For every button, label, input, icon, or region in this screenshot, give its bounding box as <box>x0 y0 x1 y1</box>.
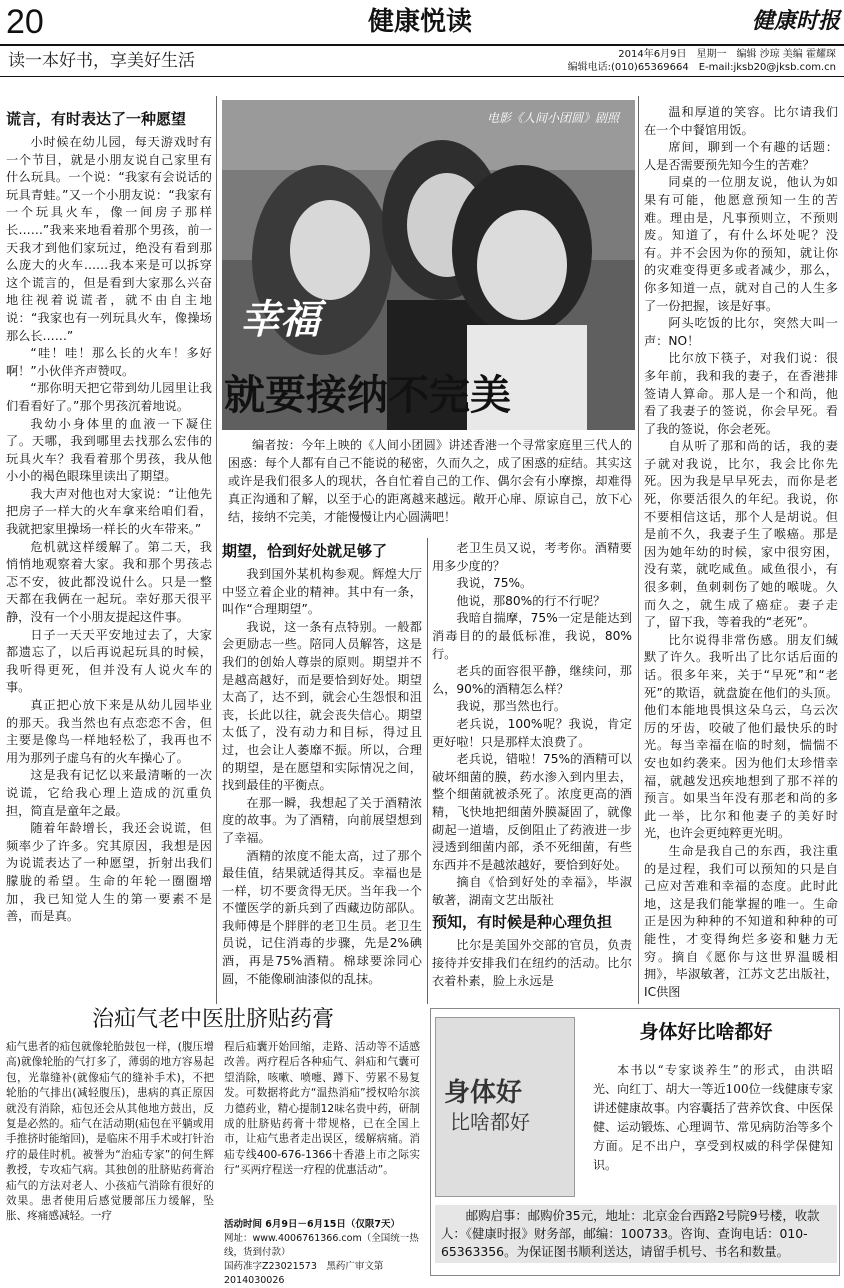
paragraph: 席间，聊到一个有趣的话题：人是否需要预先知今生的苦难？ <box>644 140 838 172</box>
paragraph: 真正把心放下来是从幼儿园毕业的那天。我当然也有点恋恋不舍，但主要是像鸟一样地轻松了，我再也不用为那列子虚乌有的火车操心了。 <box>6 698 212 765</box>
advert-footer <box>224 1218 420 1288</box>
editor-note: 编者按：今年上映的《人间小团圆》讲述香港一个寻常家庭里三代人的困惑：每个人都有自己不能说的秘密，久而久之，成了困惑的症结。其实这或许是我们很多人的现状，各自忙着自己的工作、偶尔会有小摩擦，却难得真正沟通和了解，以至于心的距离越来越远。敞开心扉、原谅自己，放下心结，接纳不完美，才能慢慢让内心圆满吧！ <box>228 438 632 524</box>
paragraph: “哇！哇！那么长的火车！多好啊！”小伙伴齐声赞叹。 <box>6 346 212 378</box>
advert-activity: 活动时间 6月9日－6月15日（仅限7天） <box>224 1219 400 1230</box>
meta-date-editors: 2014年6月9日 星期一 编辑 沙琼 美编 霍耀琛 <box>618 49 836 60</box>
article-foresight-continued-body <box>644 104 838 1001</box>
paragraph: 酒精的浓度不能太高，过了那个最佳值，结果就适得其反。幸福也是一样，切不要贪得无厌。当年我一个不懂医学的新兵到了西藏边防部队。我师傅是个胖胖的老卫生员。老卫生员说，记住消毒的步骤，先是2%碘酒，再是75%酒精。棉球要涂同心圆，不能像刷油漆似的乱抹。 <box>222 848 422 986</box>
article-lies-column <box>6 106 212 1006</box>
article-lies-body <box>6 134 212 926</box>
page-number: 20 <box>6 3 44 41</box>
paragraph: 比尔说得非常伤感。朋友们缄默了许久。我听出了比尔话后面的话。很多年来，关于“早死”和“老死”的欺语，就盘旋在他们的头顶。他们本能地畏惧这朵乌云，乌云次厉的牙齿，咬破了他们最快乐的时光。每当幸福在临的时刻，惴惴不安也如约袭来。因为他们太珍惜幸福，就越发迅疾地想到了那不祥的预言。如果当年没有那老和尚的多此一举，比尔和他妻子的美好时光，也许会更纯粹更光明。 <box>644 632 838 841</box>
paragraph: 日子一天天平安地过去了，大家都遗忘了，以后再说起玩具的时候，我听得更死，但并没有人说火车的事。 <box>6 627 212 695</box>
book-cover-subtitle: 比啥都好 <box>450 1110 530 1134</box>
article-alcohol-column <box>432 540 632 1006</box>
paragraph: “那你明天把它带到幼儿园里让我们看看好了。”那个男孩沉着地说。 <box>6 381 212 413</box>
book-promo <box>430 1008 840 1276</box>
paragraph: 我幼小身体里的血液一下凝住了。天哪，我到哪里去找那么宏伟的玩具火车？我看着那个男孩，我从他小小的褐色眼珠里读出了期望。 <box>6 416 212 484</box>
advert-website: 网址：www.4006761366.com（全国统一热线，货到付款） <box>224 1233 419 1258</box>
header-rule <box>0 44 844 46</box>
paragraph: 温和厚道的笑容。比尔请我们在一个中餐馆用饭。 <box>644 105 838 137</box>
article-foresight-title: 预知，有时候是种心理负担 <box>432 913 613 932</box>
article-expectation-column <box>222 538 422 1006</box>
column-divider <box>427 538 428 1004</box>
paragraph: 在那一瞬，我想起了关于酒精浓度的故事。为了酒精，向前展望想到了幸福。 <box>222 795 422 845</box>
paragraph: 老卫生员又说，考考你。酒精要用多少度的？ <box>432 541 632 573</box>
paragraph: 小时候在幼儿园，每天游戏时有一个节目，就是小朋友说自己家里有什么玩具。一个说：“我家有会说话的玩具青蛙。”又一个小朋友说：“我家有一个玩具火车，像一间房子那样长……”我来来地看着那个男孩，前一天我才到他们家玩过，绝没有看到那么庞大的火车……我本来是可以拆穿这个谎言的，但是看到大家那么兴奋地往视着说谎者，就不由自主地说：“我家也有一列玩具火车，像操场那么长……” <box>6 135 212 343</box>
paragraph: 危机就这样缓解了。第二天，我悄悄地观察着大家。我和那个男孩忐忑不安，彼此都没说什么。只是一整天都在我俩在一起玩。幸好那天很平静，没有一个小朋友提起这件事。 <box>6 539 212 625</box>
meta-contact: 编辑电话:(010)65369664 E-mail:jksb20@jksb.com.cn <box>567 62 836 73</box>
advert-body-left: 疝气患者的疝包就像轮胎鼓包一样，(腹压增高)就像轮胎的气打多了，薄弱的地方容易起包，光靠缝补(就像疝气的缝补手术)，不把轮胎的气排出(减轻腹压)，患病的真正原因就没有消除，疝包还会从其他地方鼓出，反复是必然的。疝气在活动期(疝包在平躺或用手推挤时能缩回)，是临床不用手术或打针治疗的最佳时机。被誉为“治疝专家”的何生辉教授，专攻疝气病。其独创的肚脐贴药膏治疝气的方法对老人、小孩疝气消除有很好的效果。患者使用后感觉腰部压力缓解，坠胀、疼痛感减轻。一疗 <box>6 1041 214 1223</box>
column-divider <box>216 96 217 1004</box>
paragraph: 同桌的一位朋友说，他认为如果有可能，他愿意预知一生的苦难。理由是，凡事预则立，不预则废。知道了，有什么坏处呢？没有。并不会因为你的预知，就让你的灾难变得更多或者减少，那么，你多知道一点，就对自己的人生多了一份把握，该是好事。 <box>644 175 838 313</box>
paragraph: 老兵说，100%呢？我说，肯定更好啦！只是那样太浪费了。 <box>432 716 632 749</box>
book-promo-title: 身体好比啥都好 <box>639 1021 773 1043</box>
advert-body-right: 程后疝囊开始回缩，走路、活动等不适感改善。两疗程后各种疝气、斜疝和气囊可望消除，咳嗽、喷嚏、蹲下、劳累不易复发。可数据将此方“温热消疝”授权哈尔滨力德药业，精心提制12味名贵中药，研制成的肚脐贴药膏十带规格，已在全国上市，让疝气患者走出误区，缓解病痛。消疝专线400-676-1366十香港上市之际实行“买两疗程送一疗程的优惠活动”。 <box>224 1041 420 1177</box>
paragraph: 我说，那当然也行。 <box>456 699 567 714</box>
paragraph: 摘自《恰到好处的幸福》，毕淑敏著，湖南文艺出版社 <box>432 875 632 907</box>
paragraph: 比尔是美国外交部的官员，负责接待并安排我们在纽约的活动。比尔衣着朴素，脸上永远是 <box>432 938 632 988</box>
paragraph: 我到国外某机构参观。辉煌大厅中竖立着企业的精神。其中有一条，叫作“合理期望”。 <box>222 567 422 617</box>
paragraph: 老兵说，错啦！75%的酒精可以破坏细菌的膜，药水渗入到内里去，整个细菌就被杀死了。浓度更高的酒精，飞快地把细菌外膜凝固了，就像砌起一道墙，反倒阻止了药液进一步浸透到细菌内部，杀不死细菌，有些东西并不是越浓越好，要恰到好处。 <box>432 752 632 872</box>
page-header <box>0 0 844 78</box>
column-divider <box>638 96 639 1004</box>
book-order-info: 邮购启事：邮购价35元，地址：北京金台西路2号院9号楼，收款人：《健康时报》财务部，邮编：100733。咨询、查询电话：010-65363356。为保证图书顺利送达，请留手机号、书名和数量。 <box>435 1205 837 1263</box>
newspaper-logo: 健康时报 <box>751 8 840 34</box>
article-lies-title: 谎言，有时表达了一种愿望 <box>6 110 187 128</box>
tagline: 读一本好书，享美好生活 <box>8 51 195 71</box>
paragraph: 比尔放下筷子，对我们说：很多年前，我和我的妻子，在香港排签请人算命。那人是一个和尚，他看了我妻子的签说，你会早死。看了我的签说，你会老死。 <box>644 351 838 436</box>
paragraph: 我说，这一条有点特别。一般都会更励志一些。陪同人员解答，这是我们的创始人尊崇的原则。期望并不是越高越好，而是要恰到好处。期望太高了，达不到，就会心生怨恨和沮丧，长此以往，就会丧失信心。期望太低了，没有动力和目标，得过且过，也会让人萎靡不振。所以，合理的期望，是在愿望和实际情况之间，找到最佳的平衡点。 <box>222 619 422 793</box>
edition-meta <box>536 48 836 74</box>
advert-approval: 国药准字Z23021573 黑药广审文第2014030026 <box>224 1261 384 1286</box>
article-foresight-body <box>432 937 632 990</box>
paragraph: 阿头吃饭的比尔，突然大叫一声：NO！ <box>644 316 838 348</box>
paragraph: 我暗自揣摩，75%一定是能达到消毒目的的最低标准，我说，80%行。 <box>432 611 632 661</box>
paragraph: 随着年龄增长，我还会说谎，但频率少了许多。究其原因，我想是因为说谎表达了一种愿望，折射出我们朦胧的希望。生命的年轮一圈圈增加，我已知觉人生的第一要素不是善，而是真。 <box>6 821 212 924</box>
advert-title: 治疝气老中医肚脐贴药膏 <box>91 1007 334 1032</box>
photo-caption: 电影《人间小团圆》剧照 <box>486 111 619 125</box>
article-expectation-body <box>222 566 422 988</box>
section-title: 健康悦读 <box>367 7 472 37</box>
paragraph: 老兵的面容很平静，继续问，那么，90%的酒精怎么样？ <box>432 664 632 696</box>
article-alcohol-body <box>432 540 632 909</box>
main-headline: 就要接纳不完美 <box>224 371 511 419</box>
book-promo-description: 本书以“专家谈养生”的形式，由洪昭光、向红丁、胡大一等近100位一线健康专家讲述健康故事。内容囊括了营养饮食、中医保健、运动锻炼、心理调节、常见病防治等多个方面。足不出户，享受到权威的科学保健知识。 <box>593 1063 834 1172</box>
hernia-advert <box>0 1006 426 1288</box>
paragraph: 我说，75%。 <box>456 576 533 591</box>
article-expectation-title: 期望，恰到好处就足够了 <box>222 542 388 560</box>
book-cover-image <box>435 1017 575 1197</box>
paragraph: 这是我有记忆以来最清晰的一次说谎，它给我心理上造成的沉重负担，简直是童年之最。 <box>6 768 212 818</box>
paragraph: 生命是我自己的东西，我注重的是过程，我们可以预知的只是自己应对苦难和幸福的态度。此时此地，这是我们能掌握的唯一。生命正是因为种种的不知道和种种的可能性，才变得绚烂多姿和魅力无穷。摘自《愿你与这世界温暖相拥》，毕淑敏著，江苏文艺出版社，IC供图 <box>644 843 838 999</box>
article-foresight-continued <box>644 104 838 1006</box>
paragraph: 自从听了那和尚的话，我的妻子就对我说，比尔，我会比你先死。因为我是早早死去，而你是老死，你要活很久的年纪。我说，你不要相信这话，那个人是胡说。但是前不久，我妻子生了喉癌。那是因为她年幼的时候，家中很穷困，没有菜，就吃咸鱼。咸鱼很小，有很多刺，鱼刺刺伤了她的喉咙。久而久之，就生成了癌症。妻子走了，留下我，等着我的“老死”。 <box>644 439 838 630</box>
paragraph: 我大声对他也对大家说：“让他先把房子一样大的火车拿来给咱们看，我就把家里操场一样长的火车带来。” <box>6 486 212 537</box>
book-cover-title: 身体好 <box>444 1078 523 1108</box>
header-rule-bottom <box>0 76 844 77</box>
headline-happiness: 幸福 <box>240 296 320 343</box>
paragraph: 他说，那80%的行不行呢？ <box>456 593 606 608</box>
